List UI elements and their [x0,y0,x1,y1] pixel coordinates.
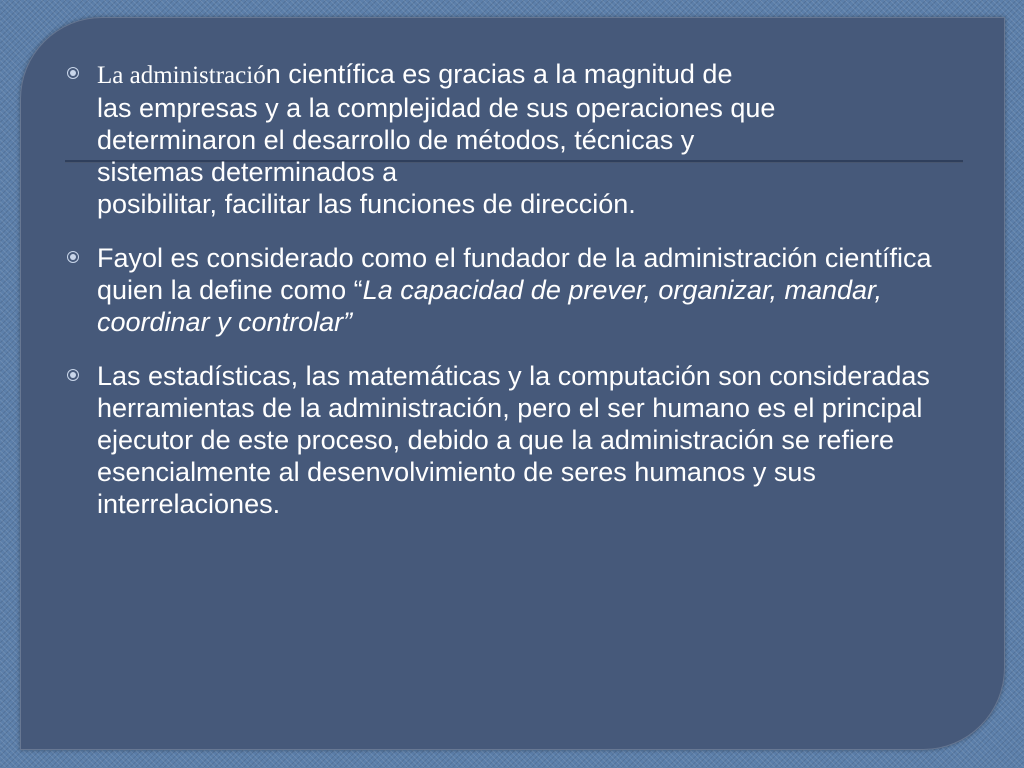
bullet-2-text: Fayol es considerado como el fundador de la administración científica quien la define como “ [97,243,932,305]
bullet-1-line-2: las empresas y a la complejidad de sus operaciones que [97,93,776,123]
bullet-1-line-3: determinaron el desarrollo de métodos, técnicas y [97,125,695,155]
bullet-1-line-5: posibilitar, facilitar las funciones de dirección. [97,189,636,219]
bullet-1-serif-prefix: La administració [97,62,266,89]
circle-bullet-icon [67,67,79,79]
circle-bullet-icon [67,251,79,263]
bullet-item-3 [66,360,966,520]
bullet-item-1 [66,58,966,220]
bullet-1-line-4: sistemas determinados a [97,157,398,187]
bullet-item-2 [66,242,966,338]
bullet-1-line-1 [97,58,966,92]
circle-bullet-icon [67,369,79,381]
bullet-2-quote: La capacidad de prever, organizar, mandar, coordinar y controlar” [97,275,883,337]
bullet-list [66,58,966,520]
bullet-3-text: Las estadísticas, las matemáticas y la computación son consideradas herramientas de la administración, pero el ser humano es el principal ejecutor de este proceso, debido a que la administración se refiere esencialmente al desenvolvimiento de seres humanos y sus interrelaciones. [97,361,930,519]
bullet-1-line-1-text: n científica es gracias a la magnitud de [265,59,733,89]
